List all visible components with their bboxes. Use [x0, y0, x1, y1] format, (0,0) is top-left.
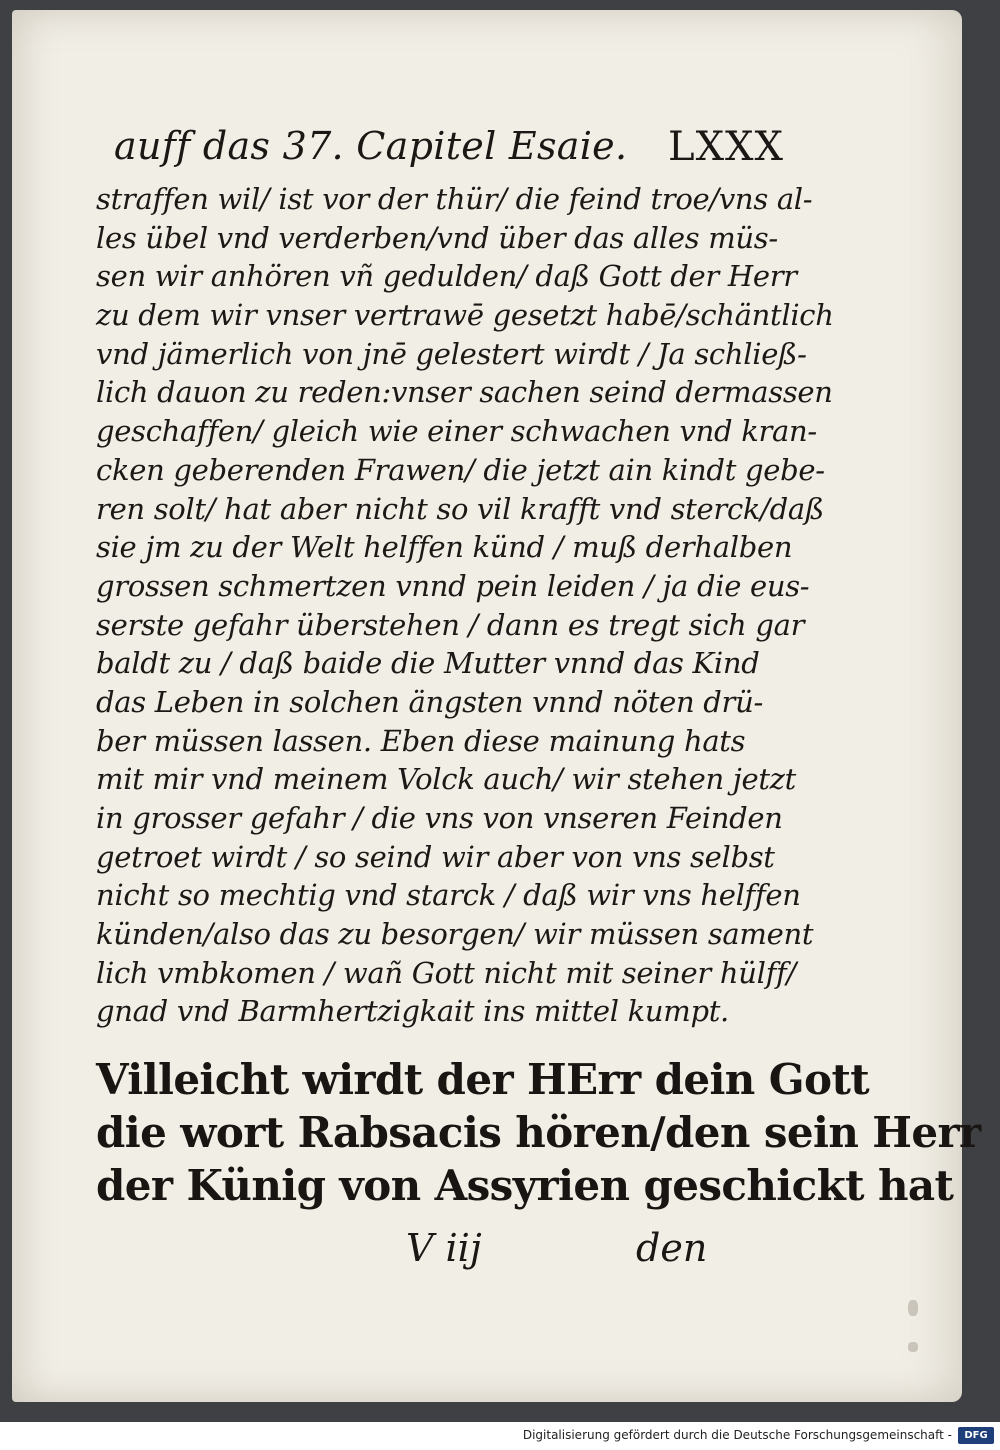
running-head-title: auff das 37. Capitel Esaie. [114, 124, 628, 168]
catchword: den [636, 1226, 708, 1271]
signature-mark: V iij [406, 1226, 482, 1271]
page-blemish [908, 1300, 918, 1316]
text-line: künden/also das zu besorgen/ wir müssen sament [96, 917, 814, 952]
text-line: das Leben in solchen ängsten vnnd nöten drü- [96, 684, 763, 719]
text-line: zu dem wir vnser vertrawē gesetzt habē/schäntlich [96, 298, 834, 333]
text-line: serste gefahr überstehen / dann es tregt sich gar [96, 607, 805, 642]
verse-line: der Künig von Assyrien geschickt hat [96, 1161, 954, 1211]
text-line: gnad vnd Barmhertzigkait ins mittel kumpt. [96, 994, 729, 1029]
verse-line: Villeicht wirdt der HErr dein Gott [96, 1055, 870, 1105]
text-line: cken geberenden Frawen/ die jetzt ain kindt gebe- [96, 452, 825, 487]
text-line: geschaffen/ gleich wie einer schwachen vnd kran- [96, 414, 817, 449]
dfg-logo[interactable]: DFG [958, 1427, 994, 1444]
text-line: nicht so mechtig vnd starck / daß wir vns helffen [96, 878, 801, 913]
text-line: getroet wirdt / so seind wir aber von vns selbst [96, 839, 775, 874]
text-line: ren solt/ hat aber nicht so vil krafft vnd sterck/daß [96, 491, 824, 526]
book-page [12, 10, 981, 1402]
verse-line: die wort Rabsacis hören/den sein Herr [96, 1108, 981, 1158]
page-blemish [908, 1342, 918, 1352]
text-line: baldt zu / daß baide die Mutter vnnd das Kind [96, 646, 760, 681]
text-line: sie jm zu der Welt helffen künd / muß derhalben [96, 530, 793, 565]
text-line: straffen wil/ ist vor der thür/ die feind troe/vns al- [96, 182, 813, 216]
funding-note: Digitalisierung gefördert durch die Deutsche Forschungsgemeinschaft - [522, 1428, 952, 1442]
signature-row [96, 1222, 716, 1284]
running-head [96, 118, 784, 178]
text-line: grossen schmertzen vnnd pein leiden / ja die eus- [96, 568, 810, 603]
text-line: lich dauon zu reden:vnser sachen seind dermassen [96, 375, 833, 410]
scripture-verse [96, 1053, 981, 1212]
commentary-text [96, 180, 834, 1031]
text-line: vnd jämerlich von jnē gelestert wirdt / Ja schließ- [96, 336, 807, 371]
text-line: ber müssen lassen. Eben diese mainung hats [96, 723, 746, 758]
page-content [96, 118, 981, 1284]
text-line: les übel vnd verderben/vnd über das alles müs- [96, 220, 778, 255]
folio-number: LXXX [668, 124, 784, 170]
text-line: lich vmbkomen / wañ Gott nicht mit seiner hülff/ [96, 955, 796, 990]
text-line: mit mir vnd meinem Volck auch/ wir stehen jetzt [96, 762, 797, 797]
footer-bar [0, 1422, 1000, 1450]
text-line: in grosser gefahr / die vns von vnseren Feinden [96, 801, 783, 835]
text-line: sen wir anhören vñ gedulden/ daß Gott der Herr [96, 259, 797, 294]
